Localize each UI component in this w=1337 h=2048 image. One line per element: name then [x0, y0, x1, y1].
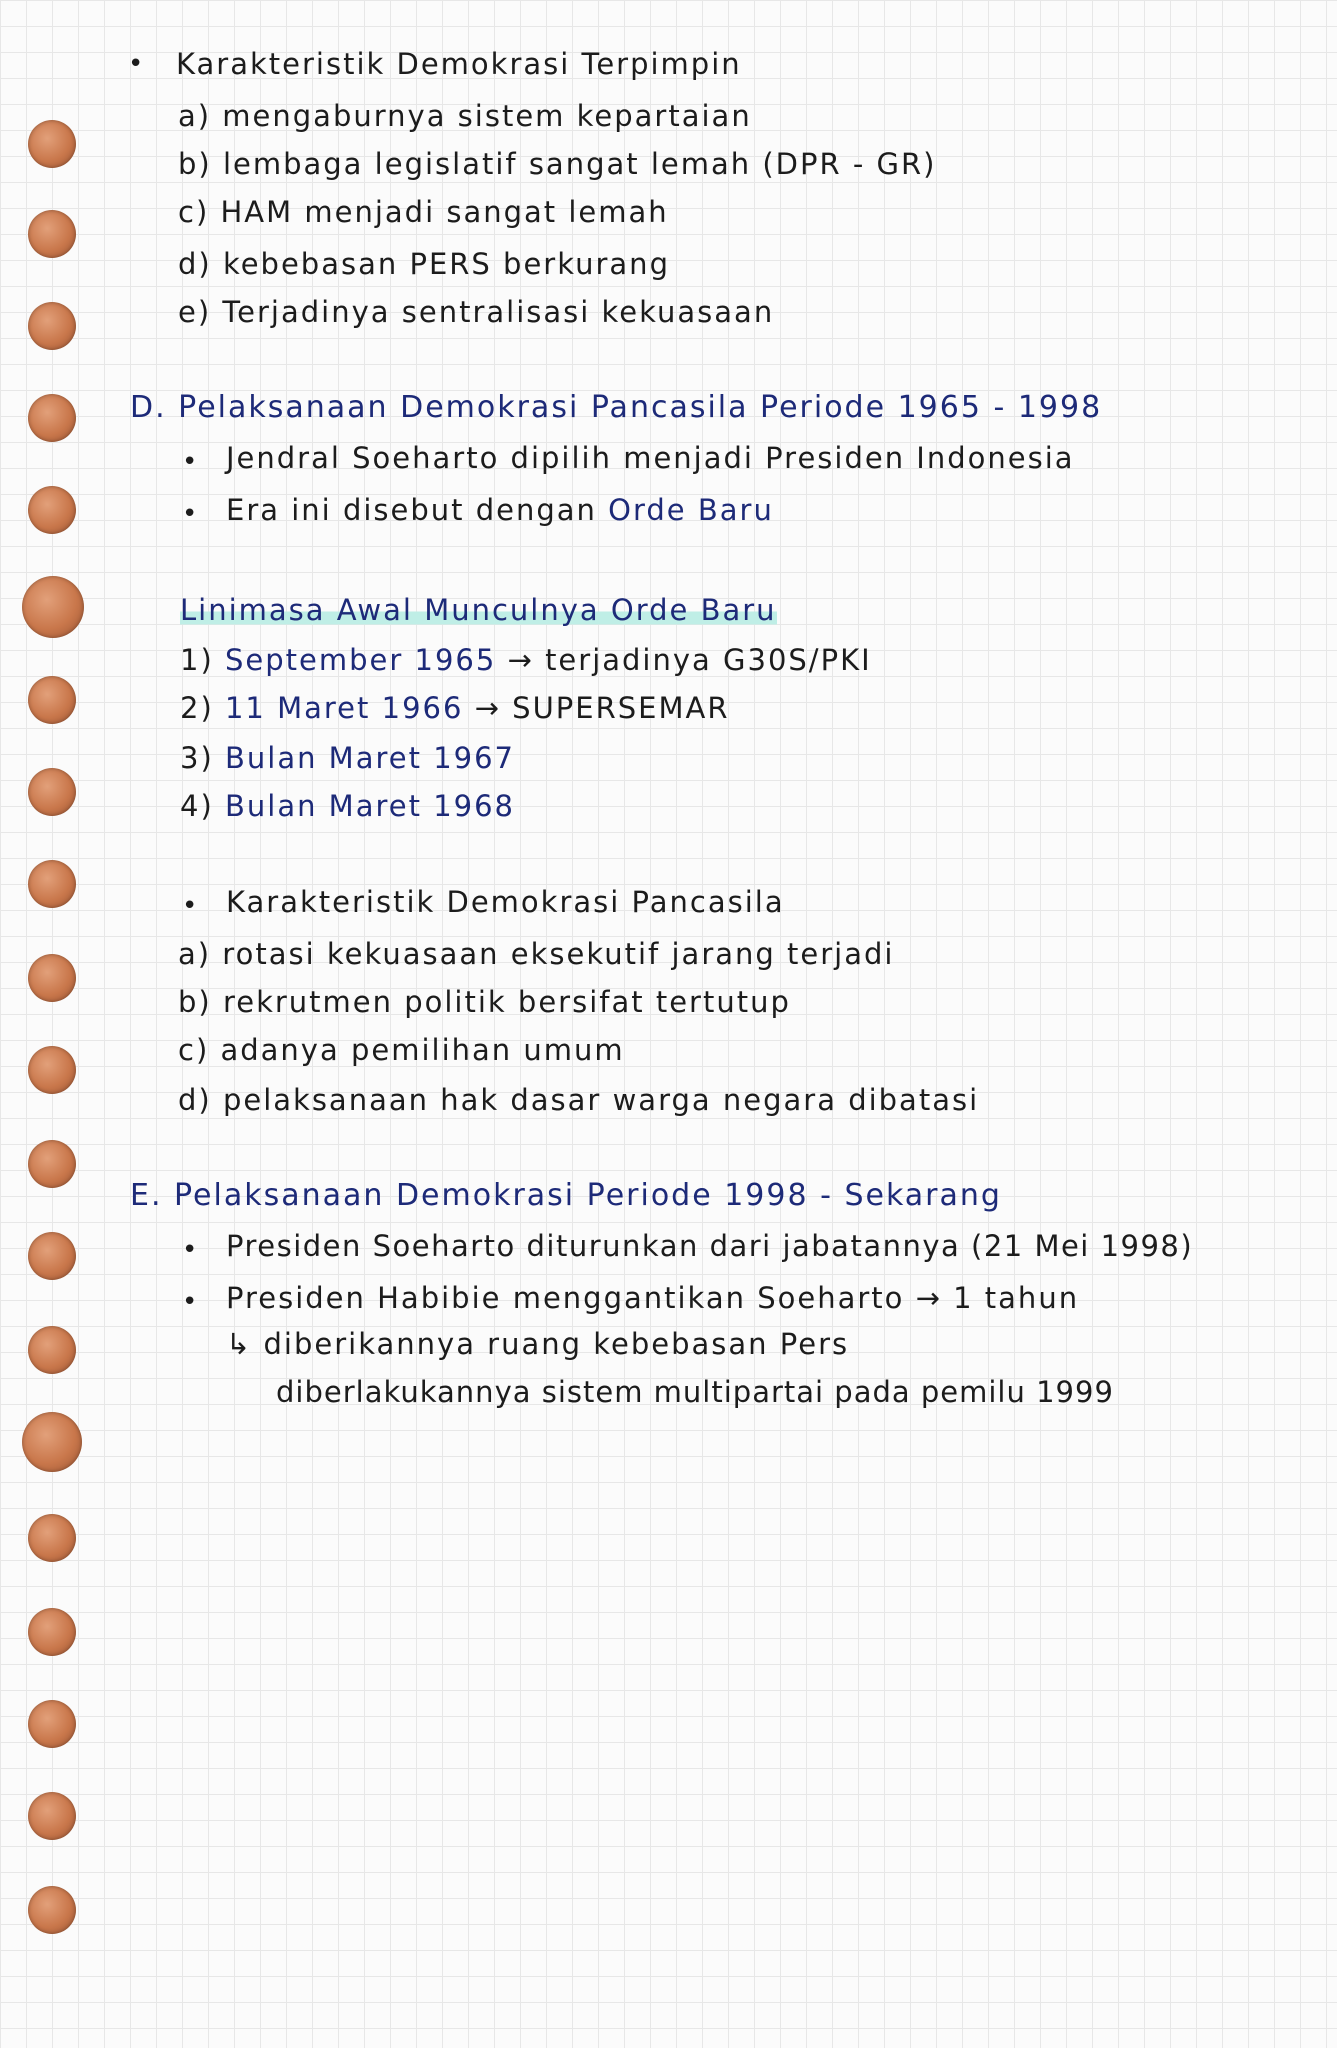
- binder-hole: [28, 1232, 76, 1280]
- timeline-event: terjadinya G30S/PKI: [545, 643, 872, 677]
- terpimpin-heading: Karakteristik Demokrasi Terpimpin: [176, 47, 742, 81]
- section-e-bullet: Presiden Habibie menggantikan Soeharto → 1 tahun: [226, 1281, 1080, 1315]
- bullet-marker: •: [128, 49, 144, 79]
- linimasa-title: [180, 592, 777, 628]
- binder-hole: [28, 1608, 76, 1656]
- timeline-date: 11 Maret 1966: [224, 691, 464, 725]
- section-e-subitem: diberlakukannya sistem multipartai pada pemilu 1999: [276, 1375, 1114, 1409]
- timeline-number: 3): [180, 741, 214, 775]
- timeline-item: [180, 740, 515, 776]
- timeline-number: 4): [180, 789, 214, 823]
- era-text: Era ini disebut dengan: [226, 493, 597, 527]
- timeline-number: 1): [180, 643, 214, 677]
- binder-hole: [28, 486, 76, 534]
- pancasila-item: a) rotasi kekuasaan eksekutif jarang terjadi: [178, 937, 895, 971]
- bullet-marker: •: [182, 499, 198, 529]
- binder-hole: [28, 120, 76, 168]
- linimasa-title-text: Linimasa Awal Munculnya Orde Baru: [180, 593, 777, 627]
- bullet-marker: •: [182, 1235, 198, 1265]
- section-d-bullet: Jendral Soeharto dipilih menjadi Presiden Indonesia: [226, 441, 1075, 475]
- bullet-marker: •: [182, 891, 198, 921]
- section-e-subitem: ↳ diberikannya ruang kebebasan Pers: [226, 1327, 850, 1361]
- pancasila-item: d) pelaksanaan hak dasar warga negara dibatasi: [178, 1083, 980, 1117]
- terpimpin-item: b) lembaga legislatif sangat lemah (DPR - GR): [178, 147, 937, 181]
- timeline-item: [180, 690, 730, 726]
- timeline-date: September 1965: [224, 643, 497, 677]
- binder-hole: [28, 1140, 76, 1188]
- pancasila-item: c) adanya pemilihan umum: [178, 1033, 625, 1067]
- section-e-bullet: Presiden Soeharto diturunkan dari jabatannya (21 Mei 1998): [226, 1229, 1194, 1263]
- binder-hole: [28, 1886, 76, 1934]
- section-e-title: E. Pelaksanaan Demokrasi Periode 1998 - Sekarang: [130, 1178, 1002, 1213]
- terpimpin-item: c) HAM menjadi sangat lemah: [178, 195, 669, 229]
- binder-hole: [28, 676, 76, 724]
- binder-hole: [28, 302, 76, 350]
- pancasila-heading: Karakteristik Demokrasi Pancasila: [226, 885, 785, 919]
- binder-hole: [22, 1412, 82, 1472]
- binder-hole: [28, 860, 76, 908]
- binder-hole: [28, 1326, 76, 1374]
- binder-hole: [28, 394, 76, 442]
- timeline-item: [180, 642, 872, 678]
- terpimpin-item: e) Terjadinya sentralisasi kekuasaan: [178, 295, 775, 329]
- arrow-icon: →: [507, 643, 534, 677]
- binder-hole: [28, 1792, 76, 1840]
- bullet-marker: •: [182, 447, 198, 477]
- bullet-marker: •: [182, 1287, 198, 1317]
- section-d-bullet: [226, 492, 774, 528]
- timeline-date: Bulan Maret 1967: [224, 741, 515, 775]
- terpimpin-item: a) mengaburnya sistem kepartaian: [178, 99, 752, 133]
- pancasila-item: b) rekrutmen politik bersifat tertutup: [178, 985, 791, 1019]
- orde-baru-term: Orde Baru: [608, 493, 774, 527]
- binder-hole: [28, 954, 76, 1002]
- binder-hole: [28, 1700, 76, 1748]
- binder-holes: [28, 0, 90, 2048]
- terpimpin-item: d) kebebasan PERS berkurang: [178, 247, 670, 281]
- binder-hole: [28, 768, 76, 816]
- timeline-item: [180, 788, 515, 824]
- binder-hole: [22, 576, 84, 638]
- arrow-icon: →: [474, 691, 501, 725]
- timeline-event: SUPERSEMAR: [512, 691, 730, 725]
- binder-hole: [28, 1046, 76, 1094]
- binder-hole: [28, 210, 76, 258]
- timeline-number: 2): [180, 691, 214, 725]
- section-d-title: D. Pelaksanaan Demokrasi Pancasila Periode 1965 - 1998: [130, 390, 1103, 425]
- binder-hole: [28, 1514, 76, 1562]
- timeline-date: Bulan Maret 1968: [224, 789, 515, 823]
